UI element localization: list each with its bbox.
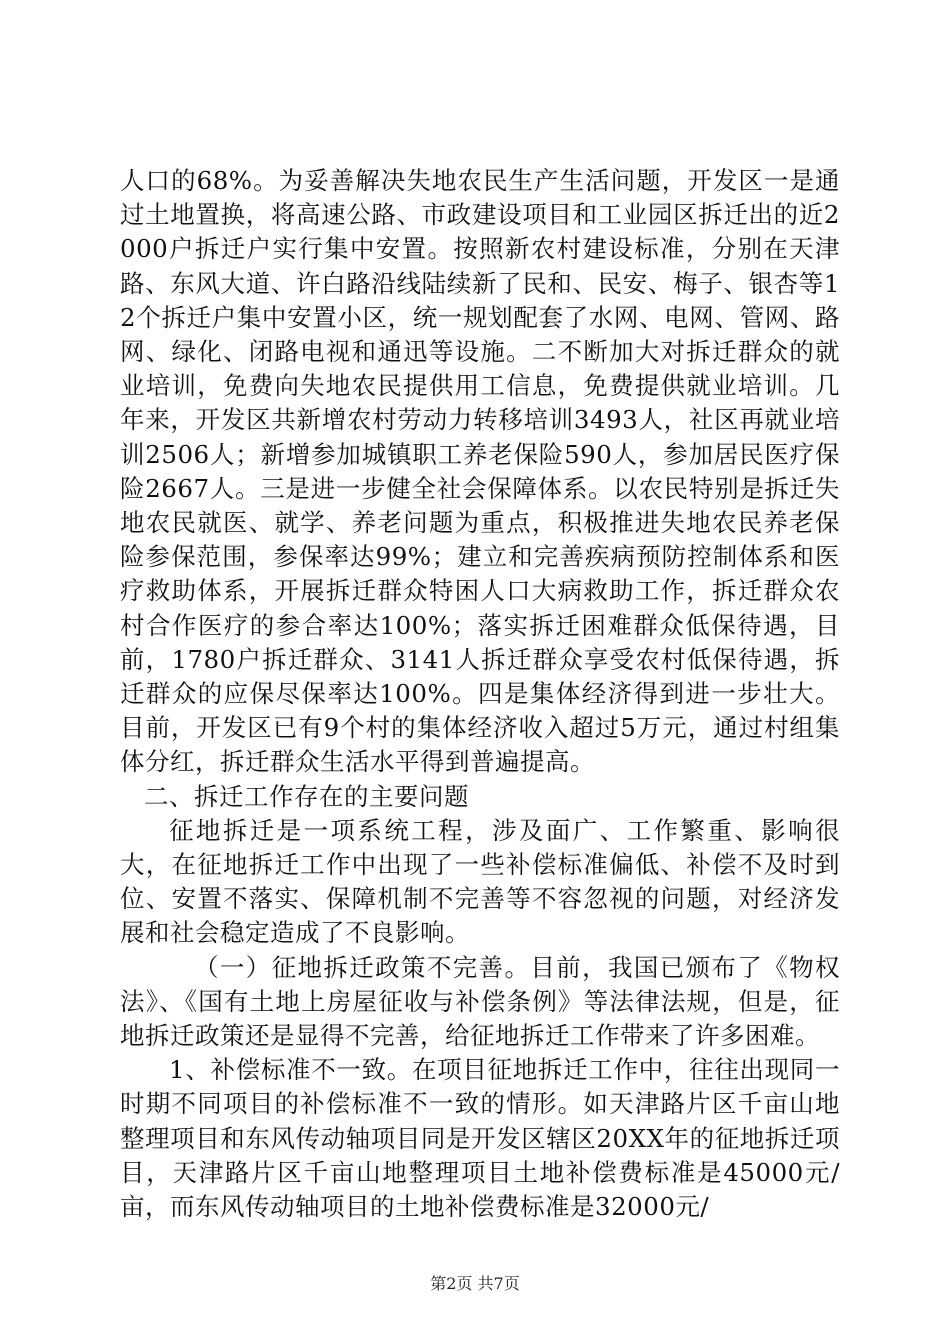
page-footer: 第2页 共7页	[430, 1274, 520, 1293]
document-body	[120, 164, 840, 1224]
paragraph-continued: 人口的68%。为妥善解决失地农民生产生活问题，开发区一是通过土地置换，将高速公路、市政建设项目和工业园区拆迁出的近2000户拆迁户实行集中安置。按照新农村建设标准，分别在天津路、东风大道、许白路沿线陆续新了民和、民安、梅子、银杏等12个拆迁户集中安置小区，统一规划配套了水网、电网、管网、路网、绿化、闭路电视和通迅等设施。二不断加大对拆迁群众的就业培训，免费向失地农民提供用工信息，免费提供就业培训。几年来，开发区共新增农村劳动力转移培训3493人，社区再就业培训2506人；新增参加城镇职工养老保险590人，参加居民医疗保险2667人。三是进一步健全社会保障体系。以农民特别是拆迁失地农民就医、就学、养老问题为重点，积极推进失地农民养老保险参保范围，参保率达99%；建立和完善疾病预防控制体系和医疗救助体系，开展拆迁群众特困人口大病救助工作，拆迁群众农村合作医疗的参合率达100%；落实拆迁困难群众低保待遇，目前，1780户拆迁群众、3141人拆迁群众享受农村低保待遇，拆迁群众的应保尽保率达100%。四是集体经济得到进一步壮大。目前，开发区已有9个村的集体经济收入超过5万元，通过村组集体分红，拆迁群众生活水平得到普遍提高。	[120, 166, 840, 777]
paragraph-overview: 征地拆迁是一项系统工程，涉及面广、工作繁重、影响很大，在征地拆迁工作中出现了一些补偿标准偏低、补偿不及时到位、安置不落实、保障机制不完善等不容忽视的问题，对经济发展和社会稳定造成了不良影响。	[120, 815, 840, 948]
paragraph-subsection-1: （一）征地拆迁政策不完善。目前，我国已颁布了《物权法》、《国有土地上房屋征收与补偿条例》等法律法规，但是，征地拆迁政策还是显得不完善，给征地拆迁工作带来了许多困难。	[120, 952, 840, 1051]
section-heading: 二、拆迁工作存在的主要问题	[144, 781, 469, 811]
paragraph-item-1: 1、补偿标准不一致。在项目征地拆迁工作中，往往出现同一时期不同项目的补偿标准不一致的情形。如天津路片区千亩山地整理项目和东风传动轴项目同是开发区辖区20XX年的征地拆迁项目，天津路片区千亩山地整理项目土地补偿费标准是45000元/亩，而东风传动轴项目的土地补偿费标准是32000元/	[120, 1055, 840, 1222]
